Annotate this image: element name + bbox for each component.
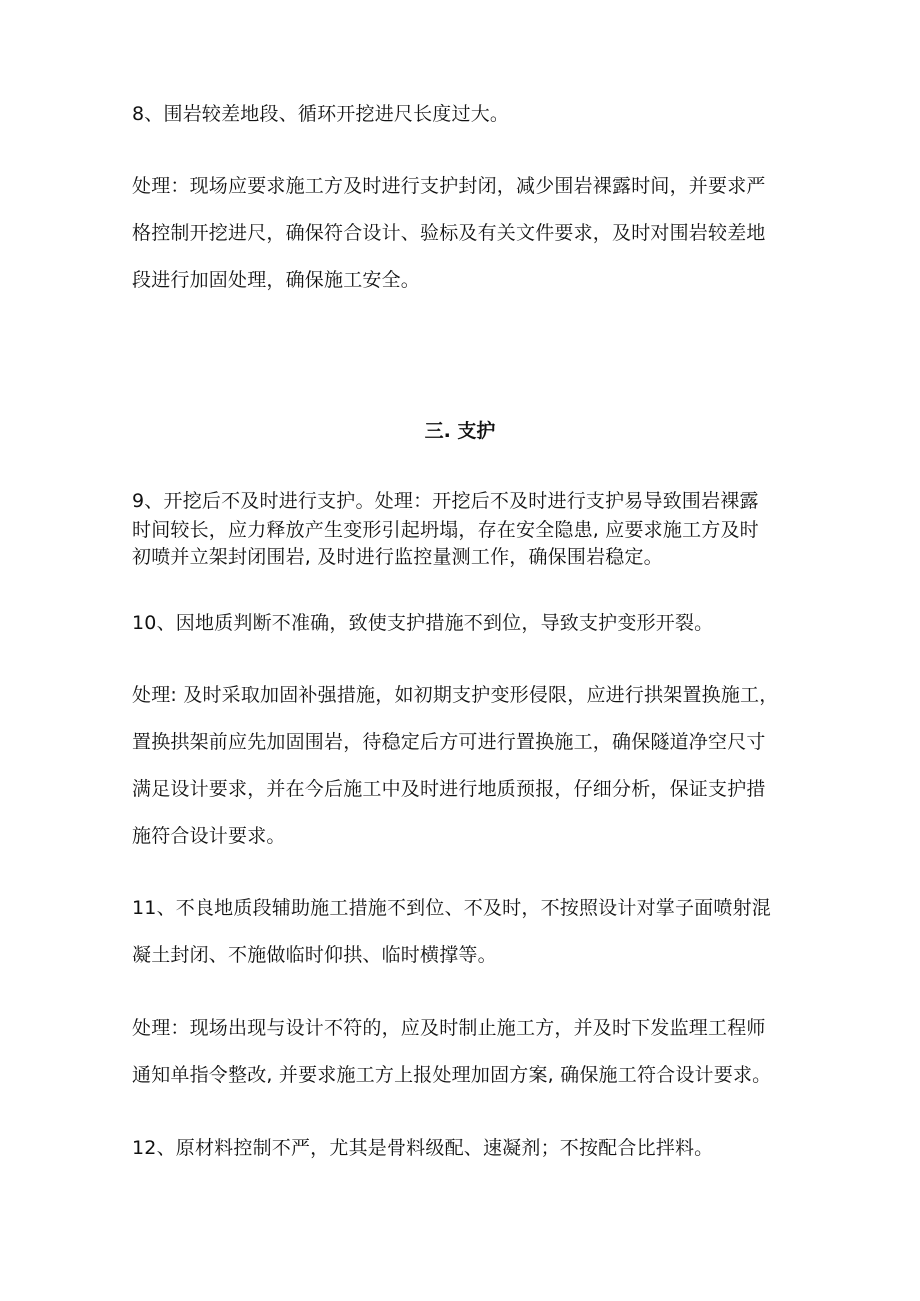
item-11-line-2: 凝土封闭、不施做临时仰拱、临时横撑等。 [132,944,497,966]
item-8-treatment-line-1: 处理：现场应要求施工方及时进行支护封闭，减少围岩裸露时间，并要求严 [132,175,766,197]
item-10-treatment-line-3: 满足设计要求，并在今后施工中及时进行地质预报，仔细分析，保证支护措 [132,778,766,800]
item-9-line-2: 时间较长，应力释放产生变形引起坍塌，存在安全隐患, 应要求施工方及时 [132,519,759,541]
item-8-treatment-line-2: 格控制开挖进尺，确保符合设计、验标及有关文件要求，及时对围岩较差地 [132,222,766,244]
item-11-treatment-line-2: 通知单指令整改, 并要求施工方上报处理加固方案, 确保施工符合设计要求。 [132,1064,772,1086]
item-10-treatment-line-1: 处理: 及时采取加固补强措施，如初期支护变形侵限，应进行拱架置换施工， [132,684,779,706]
item-8-treatment-line-3: 段进行加固处理，确保施工安全。 [132,269,421,291]
item-12-title: 12、原材料控制不严，尤其是骨料级配、速凝剂；不按配合比拌料。 [132,1137,714,1159]
item-9-line-3: 初喷并立架封闭围岩, 及时进行监控量测工作，确保围岩稳定。 [132,546,663,568]
section-heading: 三. 支护 [424,420,496,442]
item-10-title: 10、因地质判断不准确，致使支护措施不到位，导致支护变形开裂。 [132,612,714,634]
item-9-line-1: 9、开挖后不及时进行支护。处理：开挖后不及时进行支护易导致围岩裸露 [132,490,759,512]
item-11-line-1: 11、不良地质段辅助施工措施不到位、不及时，不按照设计对掌子面喷射混 [132,897,771,919]
item-10-treatment-line-2: 置换拱架前应先加固围岩，待稳定后方可进行置换施工，确保隧道净空尺寸 [132,731,766,753]
item-8-title: 8、围岩较差地段、循环开挖进尺长度过大。 [132,103,510,125]
item-11-treatment-line-1: 处理：现场出现与设计不符的，应及时制止施工方，并及时下发监理工程师 [132,1017,766,1039]
item-10-treatment-line-4: 施符合设计要求。 [132,825,286,847]
